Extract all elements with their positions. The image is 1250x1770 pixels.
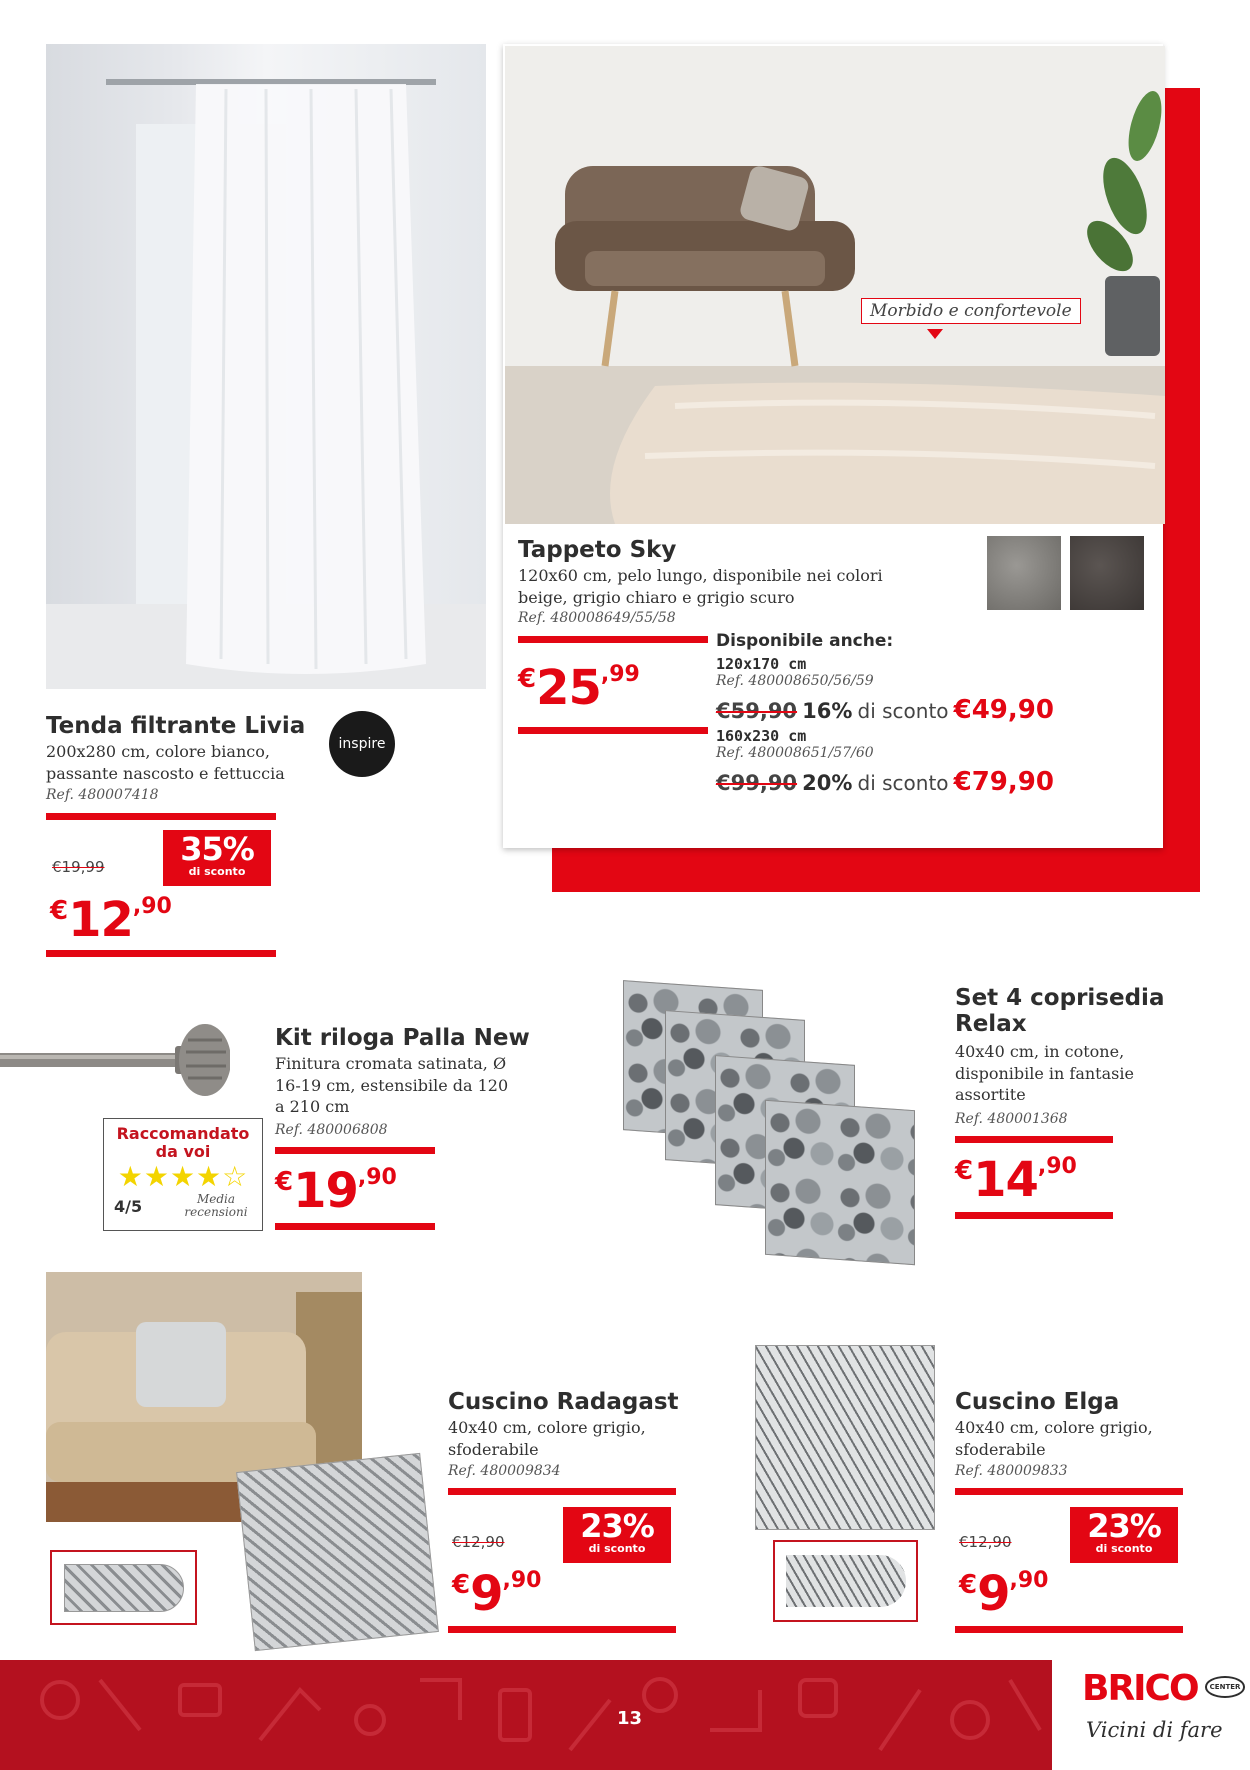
curtain-illustration: [46, 44, 486, 689]
radagast-divider-top: [448, 1488, 676, 1495]
radagast-title: Cuscino Radagast: [448, 1389, 679, 1415]
variant-1-disc: 16%: [802, 699, 853, 723]
rug-divider-bottom: [518, 727, 708, 734]
rod-ref: Ref. 480006808: [275, 1122, 388, 1138]
rug-title: Tappeto Sky: [518, 537, 677, 563]
brico-center-logo: [1082, 1668, 1245, 1709]
curtain-photo: [46, 44, 486, 689]
variant-1-ref: Ref. 480008650/56/59: [716, 673, 874, 689]
elga-discount-badge: 23% di sconto: [1070, 1507, 1178, 1563]
recommendation-title: Raccomandato da voi: [116, 1124, 250, 1161]
elga-thumbnail-swatch: [786, 1555, 906, 1607]
rod-divider-bottom: [275, 1223, 435, 1230]
variant-2-new: €79,90: [953, 767, 1054, 797]
rug-divider-top: [518, 636, 708, 643]
variant-1-disc-text: di sconto: [857, 699, 949, 723]
chair-divider-bottom: [955, 1212, 1113, 1219]
variant-2-disc: 20%: [802, 771, 853, 795]
radagast-old-price: €12,90: [452, 1533, 505, 1551]
elga-divider-top: [955, 1488, 1183, 1495]
elga-divider-bottom: [955, 1626, 1183, 1633]
variant-2-disc-text: di sconto: [857, 771, 949, 795]
elga-title: Cuscino Elga: [955, 1389, 1120, 1415]
radagast-pillow-image: [236, 1453, 439, 1651]
rug-price: €25,99: [518, 660, 640, 716]
chair-price: €14,90: [955, 1152, 1077, 1208]
curtain-rod-image: [0, 1020, 230, 1100]
radagast-desc: 40x40 cm, colore grigio, sfoderabile: [448, 1418, 646, 1459]
radagast-thumbnail[interactable]: [50, 1550, 197, 1625]
sofa-and-rug-illustration: [505, 46, 1165, 524]
variant-1-size: 120x170 cm: [716, 655, 807, 673]
elga-price: €9,90: [959, 1566, 1049, 1622]
rug-callout: Morbido e confortevole: [861, 298, 1081, 324]
curtain-price: €12,90: [50, 892, 172, 948]
curtain-ref: Ref. 480007418: [46, 787, 159, 803]
curtain-title: Tenda filtrante Livia: [46, 713, 306, 739]
variant-1-old: €59,90: [716, 699, 798, 723]
rug-swatch-dark[interactable]: [1070, 536, 1144, 610]
rod-divider-top: [275, 1147, 435, 1154]
rug-ref: Ref. 480008649/55/58: [518, 610, 676, 626]
rug-desc: 120x60 cm, pelo lungo, disponibile nei colori beige, grigio chiaro e grigio scuro: [518, 566, 883, 607]
variant-2-old: €99,90: [716, 771, 798, 795]
chair-pads-image: [605, 940, 935, 1270]
chair-ref: Ref. 480001368: [955, 1111, 1068, 1127]
rod-illustration: [0, 1020, 230, 1100]
curtain-old-price: €19,99: [52, 858, 105, 876]
variants-heading: Disponibile anche:: [716, 631, 894, 651]
rating-score: 4/5: [114, 1196, 143, 1216]
page-number: 13: [617, 1708, 643, 1729]
rating-stars-icon: ★★★★☆: [117, 1160, 249, 1193]
center-logo-badge: CENTER: [1205, 1676, 1246, 1698]
curtain-discount-badge: 35% di sconto: [163, 830, 271, 886]
variant-2-ref: Ref. 480008651/57/60: [716, 745, 874, 761]
radagast-price: €9,90: [452, 1566, 542, 1622]
variant-1-new: €49,90: [953, 695, 1054, 725]
chair-divider-top: [955, 1136, 1113, 1143]
rug-photo: [505, 46, 1165, 524]
elga-old-price: €12,90: [959, 1533, 1012, 1551]
rating-label: Media recensioni: [184, 1192, 248, 1219]
footer-tools-pattern: [0, 1660, 1052, 1770]
chair-pad-4: [765, 1100, 915, 1265]
rod-desc: Finitura cromata satinata, Ø 16-19 cm, estensibile da 120 a 210 cm: [275, 1054, 509, 1117]
elga-desc: 40x40 cm, colore grigio, sfoderabile: [955, 1418, 1153, 1459]
rod-price: €19,90: [275, 1163, 397, 1219]
curtain-divider-bottom: [46, 950, 276, 957]
inspire-brand-logo: inspire: [329, 711, 395, 777]
variant-1-price-row: [716, 695, 1136, 725]
rating-row: [104, 1193, 262, 1219]
rug-variants: [716, 631, 1136, 797]
radagast-divider-bottom: [448, 1626, 676, 1633]
rod-title: Kit riloga Palla New: [275, 1025, 530, 1051]
brico-slogan: Vicini di fare: [1086, 1718, 1223, 1742]
footer-band: [0, 1660, 1052, 1770]
curtain-desc: 200x280 cm, colore bianco, passante nascosto e fettuccia: [46, 742, 285, 783]
elga-ref: Ref. 480009833: [955, 1463, 1068, 1479]
recommendation-box: [103, 1118, 263, 1231]
variant-2-price-row: [716, 767, 1136, 797]
rug-swatch-light[interactable]: [987, 536, 1061, 610]
radagast-thumbnail-swatch: [64, 1564, 184, 1612]
chair-desc: 40x40 cm, in cotone, disponibile in fantasie assortite: [955, 1042, 1134, 1105]
radagast-discount-badge: 23% di sconto: [563, 1507, 671, 1563]
chair-title: Set 4 coprisedia Relax: [955, 985, 1165, 1038]
brico-logo-text: BRICO: [1082, 1668, 1198, 1709]
radagast-ref: Ref. 480009834: [448, 1463, 561, 1479]
callout-pointer-icon: [927, 329, 943, 339]
variant-2-size: 160x230 cm: [716, 727, 807, 745]
elga-pillow-image: [755, 1345, 935, 1530]
curtain-divider-top: [46, 813, 276, 820]
elga-thumbnail[interactable]: [773, 1540, 918, 1622]
